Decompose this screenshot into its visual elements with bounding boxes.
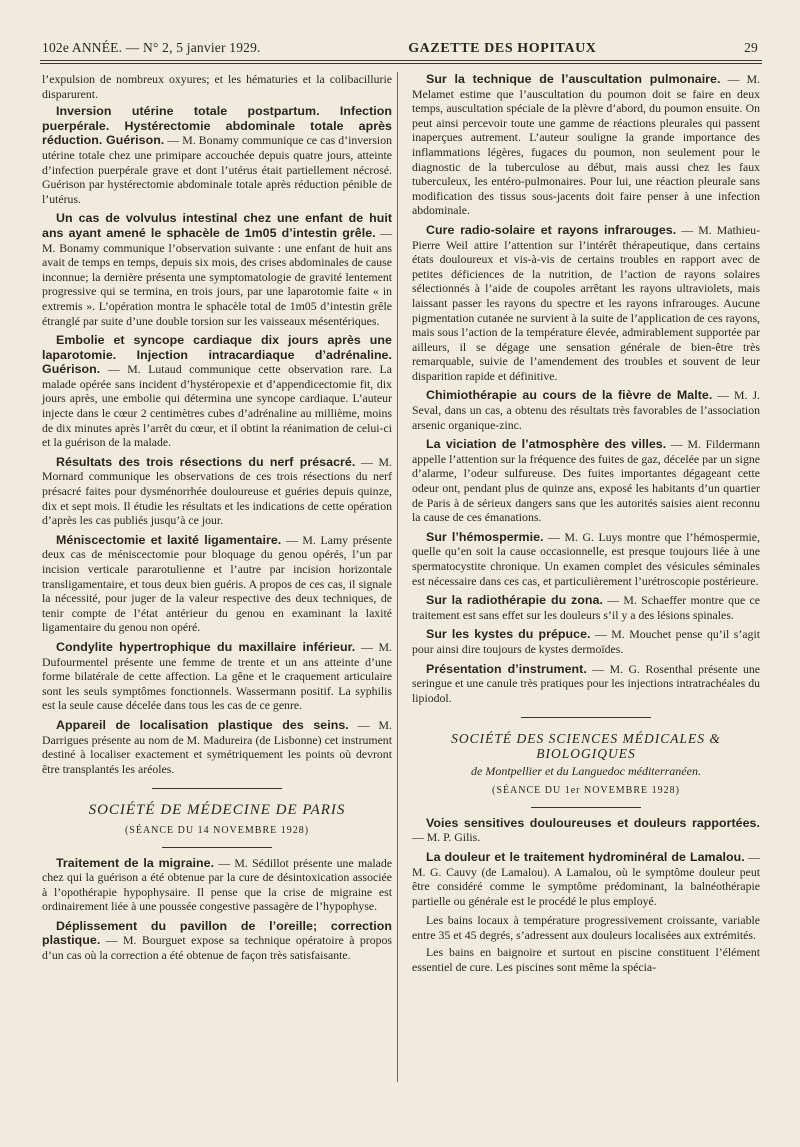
article-entry	[42, 455, 392, 528]
body-paragraph: Les bains locaux à température progressivement croissante, variable entre 35 et 45 degrés, s’adressent aux douleurs localisées aux extrémités.	[412, 913, 760, 942]
section-rule	[152, 788, 282, 789]
article-entry	[412, 388, 760, 432]
article-entry	[42, 211, 392, 328]
article-entry	[412, 816, 760, 845]
article-title: Résultats des trois résections du nerf présacré.	[56, 454, 356, 469]
article-title: La douleur et le traitement hydrominéral de Lamalou.	[426, 849, 745, 864]
society-name: SOCIÉTÉ DES SCIENCES MÉDICALES & BIOLOGIQUES	[451, 731, 721, 761]
article-title: Un cas de volvulus intestinal chez une enfant de huit ans ayant amené le sphacèle de 1m05 d’intestin grêle.	[42, 211, 392, 240]
article-entry	[412, 223, 760, 384]
article-entry	[42, 640, 392, 713]
article-body: — M. P. Gilis.	[412, 830, 481, 845]
article-entry	[412, 627, 760, 656]
article-title: Sur la technique de l’auscultation pulmonaire.	[426, 72, 721, 86]
column-divider	[397, 72, 398, 1082]
article-body: — M. Mathieu-Pierre Weil attire l’attention sur l’intérêt thérapeutique, dans certains états douloureux et vis-à-vis de certains troubles en rapport avec de petites déficiences de la nutrition, de l’action de rayons solaires sélectionnés à l’aide de coupoles arrêtant les rayons ultraviolets, mais laissant passer les rayons du spectre et les rayons infrarouges. Aucune pigmentation cutanée ne survient à la suite de l’application de ces rayons, mais sous l’action de la température élevée, admirablement supportée par ailleurs, il se dégage une sensation générale de bien-être très remarquable, suivie de l’amendement des troubles et souvent de leur disparition rapide et définitive.	[412, 222, 761, 383]
journal-title: GAZETTE DES HOPITAUX	[408, 41, 597, 56]
article-title: Cure radio-solaire et rayons infrarouges.	[426, 222, 677, 237]
article-title: Inversion utérine totale postpartum. Infection puerpérale. Hystérectomie abdominale totale après réduction. Guérison.	[42, 104, 392, 148]
article-body: — M. Bonamy communique l’observation suivante : une enfant de huit ans avait de temps en temps, depuis six mois, des crises abdominales de cause inconnue; la dernière présenta une symptomatologie de gravité lentement progressive qui se termina, en trois jours, par une laparotomie faite « in extremis ». L’opération montra le sphacèle total de 1m05 d’intestin grêle étranglé par suite d’une double torsion sur les vaisseaux mésentériques.	[42, 225, 392, 328]
article-body: — M. Darrigues présente au nom de M. Madureira (de Lisbonne) cet instrument destiné à localiser exactement et symétriquement les points où devront être transplantés les aréoles.	[42, 717, 392, 776]
article-entry	[412, 850, 760, 908]
society-heading	[412, 732, 760, 807]
section-rule	[162, 847, 272, 848]
article-title: Traitement de la migraine.	[56, 855, 215, 870]
article-title: Déplissement du pavillon de l’oreille; correction plastique.	[42, 918, 392, 948]
article-title: Méniscectomie et laxité ligamentaire.	[56, 532, 282, 547]
article-body: — M. Bourguet expose sa technique opératoire à propos d’un cas où la correction a été obtenue de façon très satisfaisante.	[42, 933, 392, 963]
article-title: Sur l’hémospermie.	[426, 529, 544, 544]
header-rule	[40, 60, 762, 64]
article-body: — M. Lamy présente deux cas de méniscectomie pour bloquage du genou opérés, l’un par incision verticale pararotulienne et l’autre par incision horizontale transligamentaire, et tous deux bien guéris. A propos de ces cas, il signale la nécessité, pour juger de la valeur respective des deux techniques, de tenir compte de l’état antérieur du genou en examinant la laxité ligamentaire du genou non opéré.	[42, 532, 392, 635]
article-body: — M. Sédillot présente une malade chez qui la guérison a été obtenue par la cure de désintoxication associée à l’opothérapie hypophysaire. Il pense que la crise de migraine est ordinairement liée à une poussée congestive passagère de l’hypophyse.	[42, 855, 393, 914]
article-body: — M. Dufourmentel présente une femme de trente et un ans atteinte d’une forme bilatérale de cette affection. La gêne et le craquement articulaire sont les seuls symptômes fonctionnels. Wassermann positif. La syphilis est la seule cause décelée dans tous les cas de ce genre.	[42, 639, 392, 713]
article-entry	[412, 530, 760, 588]
article-title: Sur les kystes du prépuce.	[426, 627, 591, 642]
body-paragraph: Les bains en baignoire et surtout en piscine constituent l’élément essentiel de cure. Les piscines sont même la spécia-	[412, 945, 760, 975]
article-entry	[412, 437, 760, 525]
article-title: Chimiothérapie au cours de la fièvre de Malte.	[426, 388, 713, 403]
article-entry	[412, 72, 760, 218]
article-title: Appareil de localisation plastique des seins.	[56, 717, 349, 732]
article-title: Sur la radiothérapie du zona.	[426, 593, 603, 608]
article-body: — M. Mornard communique les observations de ces trois résections du nerf présacré faites pour dysménorrhée douloureuse et guéries depuis quinze, dix et sept mois. Il étudie les résultats et les indications de cette opération d’après les cas publiés jusqu’à ce jour.	[42, 454, 392, 528]
article-body: — M. G. Luys montre que l’hémospermie, quelle qu’en soit la cause occasionnelle, est presque toujours liée à une spermatocystite chronique. Un examen complet des vésicules séminales est nécessaire dans ces cas, et particulièrement l’urétroscopie postérieure.	[412, 529, 760, 588]
session-date: (SÉANCE DU 14 NOVEMBRE 1928)	[124, 824, 310, 836]
article-body: — M. Schaeffer montre que ce traitement est sans effet sur les douleurs s’il y a des lésions spinales.	[412, 593, 761, 622]
left-column	[42, 72, 392, 968]
article-title: Embolie et syncope cardiaque dix jours après une laparotomie. Injection intracardiaque d’adrénaline. Guérison.	[42, 333, 392, 377]
section-rule	[521, 717, 651, 718]
article-title: Condylite hypertrophique du maxillaire inférieur.	[56, 639, 356, 654]
issue-info: 102e ANNÉE. — N° 2, 5 janvier 1929.	[42, 40, 261, 55]
article-entry	[42, 856, 392, 914]
article-body: — M. J. Seval, dans un cas, a obtenu des résultats très favorables de l’association arsenic organique-zinc.	[412, 388, 760, 432]
page-number: 29	[744, 40, 758, 55]
article-entry	[42, 333, 392, 450]
article-entry	[42, 104, 392, 206]
section-rule	[531, 807, 641, 808]
article-body: — M. G. Rosenthal présente une seringue et une canule très pratiques pour les injections intratrachéales du lipiodol.	[412, 661, 760, 705]
article-title: Présentation d’instrument.	[426, 661, 587, 676]
society-name: SOCIÉTÉ DE MÉDECINE DE PARIS	[88, 802, 346, 819]
article-title: Voies sensitives douloureuses et douleurs rapportées.	[426, 815, 760, 830]
society-heading	[42, 803, 392, 847]
article-body: — M. Lutaud communique cette observation rare. La malade opérée sans incident d’hystéropexie et d’appendicectomie fit, dix jours après, une embolie qui détermina une syncope cardiaque. L’auteur injecte dans le cœur 2 centimètres cubes d’adrénaline au millième, moins de dix minutes après l’arrêt du cœur, et il obtint la réanimation de celui-ci et la guérison de la malade.	[42, 362, 392, 450]
article-title: La viciation de l’atmosphère des villes.	[426, 437, 667, 452]
right-column	[412, 72, 760, 978]
article-entry	[412, 593, 760, 622]
article-body: — M. Mouchet pense qu’il s’agit pour ainsi dire toujours de kystes dermoïdes.	[412, 627, 760, 656]
article-entry	[42, 533, 392, 635]
article-entry	[412, 662, 760, 706]
article-body: — M. Melamet estime que l’auscultation du poumon doit se faire en deux temps, auscultation spéciale de la plèvre d’abord, du poumon ensuite. On peut ainsi percevoir toute une gamme de réactions pleurales qui passent inaperçues autrement. L’auteur souligne la grande importance des inflammations légères, fugaces du poumon, non seulement pour le diagnostic de la tuberculose au début, mais aussi chez les faux tuberculeux, les entéro-pulmonaires. Pour lui, une réaction pleurale sans modification des tissus sous-jacents doit faire penser à une infection abdominale.	[412, 72, 761, 218]
article-entry	[42, 919, 392, 963]
article-body: — M. Bonamy communique ce cas d’inversion utérine totale chez une primipare accouchée depuis quatre jours, atteinte d’infection puerpérale grave et dont l’utérus était partiellement nécrosé. Guérison par hystérectomie abdominale totale après réduction pénible de l’utérus.	[42, 133, 392, 206]
society-subtitle: de Montpellier et du Languedoc méditerranéen.	[471, 763, 701, 778]
session-date: (SÉANCE DU 1er NOVEMBRE 1928)	[492, 785, 680, 797]
article-body: — M. Fildermann appelle l’attention sur la fréquence des fuites de gaz, décelée par un signe d’alarme, l’odeur sulfureuse. Des fuites importantes dégageant cette odeur ont, pendant plus de quinze ans, exposé les habitants d’un quartier de Paris à de sérieux dangers sans que les autorités saisies aient reconnu la cause de ces émanations.	[412, 437, 761, 525]
intro-paragraph: l’expulsion de nombreux oxyures; et les hématuries et la colibacillurie disparurent.	[42, 72, 392, 101]
article-body: — M. G. Cauvy (de Lamalou). A Lamalou, où le symptôme douleur peut être considéré comme le symptôme prédominant, la balnéothérapie partielle ou générale est le procédé le plus employé.	[412, 849, 761, 908]
article-entry	[42, 718, 392, 776]
